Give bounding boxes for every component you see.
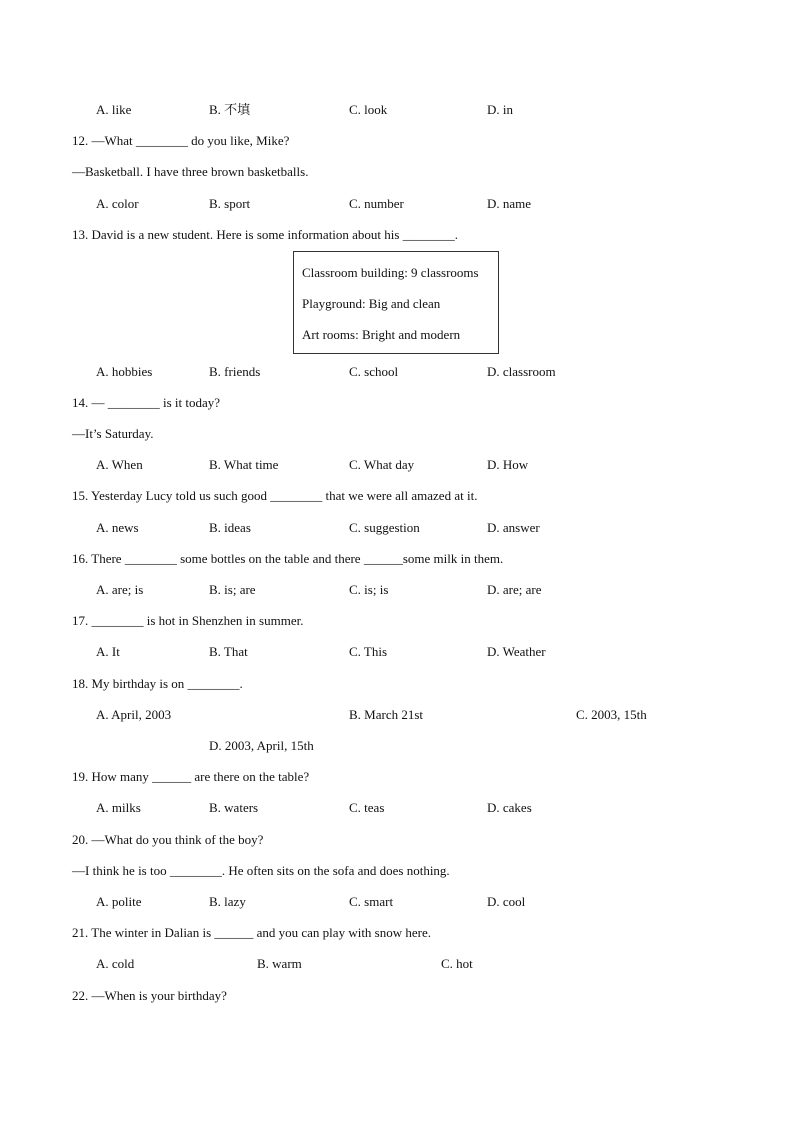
question-16-stem: 16. There ________ some bottles on the table and there ______some milk in them. [72, 551, 504, 566]
question-20-stem: 20. —What do you think of the boy? [72, 832, 264, 847]
option-d: D. are; are [487, 582, 542, 597]
option-c: C. is; is [349, 582, 389, 597]
option-c: C. This [349, 644, 388, 659]
option-a: A. milks [96, 800, 141, 815]
info-line: Art rooms: Bright and modern [302, 327, 461, 342]
option-c: C. look [349, 102, 388, 117]
option-c: C. number [349, 196, 404, 211]
option-d: D. cool [487, 894, 526, 909]
option-c: C. teas [349, 800, 385, 815]
option-a: A. It [96, 644, 120, 659]
school-info-box [293, 251, 499, 354]
option-b: B. sport [209, 196, 251, 211]
option-c: C. 2003, 15th [576, 707, 647, 722]
info-line: Classroom building: 9 classrooms [302, 265, 479, 280]
question-22-stem: 22. —When is your birthday? [72, 988, 227, 1003]
option-a: A. like [96, 102, 132, 117]
option-b: B. March 21st [349, 707, 424, 722]
option-a: A. cold [96, 956, 135, 971]
option-a: A. April, 2003 [96, 707, 172, 722]
question-14-stem: 14. — ________ is it today? [72, 395, 221, 410]
option-d: D. classroom [487, 364, 556, 379]
option-d: D. name [487, 196, 532, 211]
option-b: B. 不填 [209, 102, 251, 117]
option-a: A. color [96, 196, 139, 211]
option-d: D. 2003, April, 15th [209, 738, 314, 753]
question-18-stem: 18. My birthday is on ________. [72, 676, 243, 691]
option-d: D. Weather [487, 644, 546, 659]
option-d: D. How [487, 457, 529, 472]
option-c: C. What day [349, 457, 415, 472]
option-c: C. school [349, 364, 399, 379]
option-b: B. ideas [209, 520, 251, 535]
question-12-answer-line: —Basketball. I have three brown basketballs. [72, 164, 309, 179]
option-b: B. waters [209, 800, 259, 815]
option-d: D. in [487, 102, 513, 117]
question-15-stem: 15. Yesterday Lucy told us such good ________ that we were all amazed at it. [72, 488, 478, 503]
option-a: A. are; is [96, 582, 144, 597]
option-b: B. friends [209, 364, 261, 379]
question-12-stem: 12. —What ________ do you like, Mike? [72, 133, 290, 148]
option-a: A. news [96, 520, 139, 535]
option-a: A. hobbies [96, 364, 153, 379]
option-a: A. When [96, 457, 143, 472]
question-17-stem: 17. ________ is hot in Shenzhen in summer. [72, 613, 304, 628]
option-b: B. That [209, 644, 248, 659]
option-b: B. What time [209, 457, 279, 472]
option-b: B. warm [257, 956, 302, 971]
question-20-answer-line: —I think he is too ________. He often sits on the sofa and does nothing. [72, 863, 450, 878]
option-b: B. is; are [209, 582, 256, 597]
option-c: C. smart [349, 894, 394, 909]
info-line: Playground: Big and clean [302, 296, 441, 311]
question-19-stem: 19. How many ______ are there on the table? [72, 769, 310, 784]
option-d: D. cakes [487, 800, 532, 815]
option-d: D. answer [487, 520, 540, 535]
question-21-stem: 21. The winter in Dalian is ______ and you can play with snow here. [72, 925, 431, 940]
option-b: B. lazy [209, 894, 246, 909]
option-a: A. polite [96, 894, 142, 909]
option-c: C. suggestion [349, 520, 420, 535]
option-c: C. hot [441, 956, 473, 971]
question-13-stem: 13. David is a new student. Here is some information about his ________. [72, 227, 458, 242]
question-14-answer-line: —It’s Saturday. [72, 426, 154, 441]
